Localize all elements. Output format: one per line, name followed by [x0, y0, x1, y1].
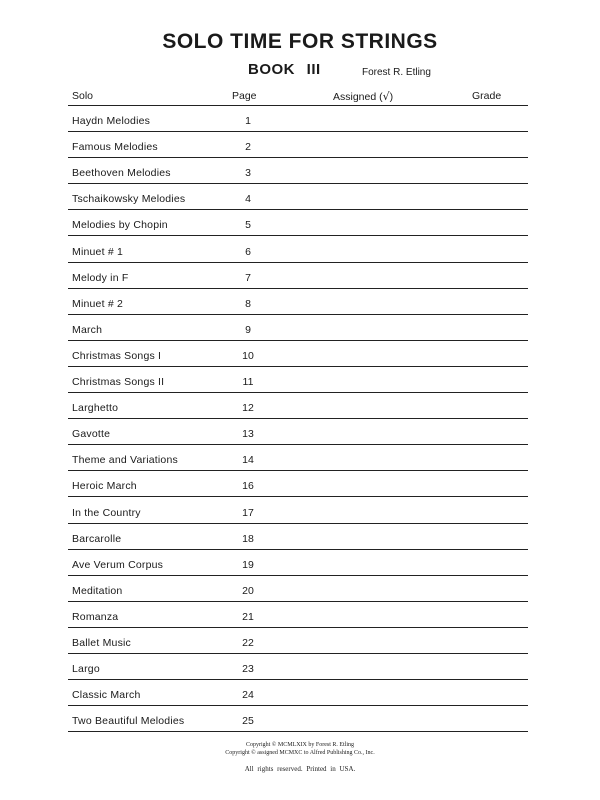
table-row	[68, 132, 528, 158]
solo-title: March	[72, 323, 103, 336]
solo-title: Beethoven Melodies	[72, 167, 171, 180]
page-number: 13	[242, 428, 254, 441]
grade-cell[interactable]	[458, 497, 528, 522]
table-row	[68, 654, 528, 680]
author-name: Forest R. Etling	[362, 67, 431, 78]
table-row	[68, 393, 528, 419]
solo-title: Minuet # 2	[72, 297, 124, 310]
solo-title: Melodies by Chopin	[72, 219, 168, 232]
table-row	[68, 263, 528, 289]
solo-title: Meditation	[72, 584, 123, 597]
solo-title: Minuet # 1	[72, 245, 124, 258]
table-row	[68, 184, 528, 210]
assigned-cell[interactable]	[318, 497, 438, 522]
solo-title: Two Beautiful Melodies	[72, 715, 185, 728]
solo-title: Famous Melodies	[72, 141, 158, 154]
page-number: 17	[242, 506, 254, 519]
assigned-cell[interactable]	[318, 654, 438, 679]
assigned-cell[interactable]	[318, 184, 438, 209]
page-number: 4	[245, 193, 251, 206]
solo-list	[0, 106, 600, 732]
grade-cell[interactable]	[458, 550, 528, 575]
page-number: 18	[242, 532, 254, 545]
page-number: 20	[242, 584, 254, 597]
table-row	[68, 341, 528, 367]
assigned-cell[interactable]	[318, 471, 438, 496]
column-header-page: Page	[232, 90, 257, 102]
solo-title: Heroic March	[72, 480, 137, 493]
page-number: 1	[245, 115, 251, 128]
solo-title: Larghetto	[72, 402, 119, 415]
copyright-line-1: Copyright © MCMLXIX by Forest R. Etling	[245, 742, 355, 748]
page-number: 24	[242, 689, 254, 702]
page-number: 5	[245, 219, 251, 232]
grade-cell[interactable]	[458, 524, 528, 549]
column-header-assigned	[333, 90, 393, 103]
table-row	[68, 367, 528, 393]
table-row	[68, 210, 528, 236]
page-number: 25	[242, 715, 254, 728]
assigned-cell[interactable]	[318, 210, 438, 235]
solo-title: Barcarolle	[72, 532, 122, 545]
page-number: 3	[245, 167, 251, 180]
grade-cell[interactable]	[458, 367, 528, 392]
table-row	[68, 497, 528, 523]
table-row	[68, 706, 528, 732]
page-number: 16	[242, 480, 254, 493]
table-row	[68, 628, 528, 654]
page-number: 14	[242, 454, 254, 467]
assigned-cell[interactable]	[318, 393, 438, 418]
assigned-cell[interactable]	[318, 236, 438, 261]
page-number: 8	[245, 297, 251, 310]
assigned-cell[interactable]	[318, 706, 438, 731]
solo-title: Largo	[72, 663, 100, 676]
assigned-label-close: )	[389, 91, 394, 103]
check-mark-icon: √	[382, 90, 390, 103]
table-row	[68, 524, 528, 550]
grade-cell[interactable]	[458, 106, 528, 131]
solo-title: Christmas Songs I	[72, 349, 162, 362]
table-row	[68, 576, 528, 602]
book-number: BOOK III	[248, 61, 321, 78]
solo-title: Tschaikowsky Melodies	[72, 193, 186, 206]
solo-title: Classic March	[72, 689, 141, 702]
page-number: 19	[242, 558, 254, 571]
grade-cell[interactable]	[458, 236, 528, 261]
assigned-cell[interactable]	[318, 602, 438, 627]
page-number: 22	[242, 636, 254, 649]
grade-cell[interactable]	[458, 315, 528, 340]
assigned-cell[interactable]	[318, 106, 438, 131]
grade-cell[interactable]	[458, 132, 528, 157]
grade-cell[interactable]	[458, 680, 528, 705]
grade-cell[interactable]	[458, 471, 528, 496]
table-row	[68, 106, 528, 132]
rights-line: All rights reserved. Printed in USA.	[244, 765, 356, 773]
grade-cell[interactable]	[458, 210, 528, 235]
assigned-cell[interactable]	[318, 132, 438, 157]
table-row	[68, 550, 528, 576]
page-number: 2	[245, 141, 251, 154]
table-row	[68, 419, 528, 445]
column-header-solo: Solo	[72, 90, 94, 102]
assigned-cell[interactable]	[318, 263, 438, 288]
solo-title: Haydn Melodies	[72, 115, 151, 128]
solo-title: Christmas Songs II	[72, 376, 165, 389]
column-header-grade: Grade	[472, 90, 502, 102]
grade-cell[interactable]	[458, 576, 528, 601]
grade-cell[interactable]	[458, 263, 528, 288]
table-row	[68, 289, 528, 315]
solo-title: Ballet Music	[72, 636, 132, 649]
table-row	[68, 602, 528, 628]
grade-cell[interactable]	[458, 341, 528, 366]
assigned-cell[interactable]	[318, 341, 438, 366]
grade-cell[interactable]	[458, 706, 528, 731]
solo-title: Theme and Variations	[72, 454, 178, 467]
table-row	[68, 445, 528, 471]
page-number: 6	[245, 245, 251, 258]
grade-cell[interactable]	[458, 445, 528, 470]
page-number: 10	[242, 349, 254, 362]
page-number: 7	[245, 271, 251, 284]
page-number: 9	[245, 323, 251, 336]
grade-cell[interactable]	[458, 289, 528, 314]
solo-title: Romanza	[72, 610, 119, 623]
page-number: 11	[242, 376, 254, 389]
assigned-cell[interactable]	[318, 524, 438, 549]
solo-title: Gavotte	[72, 428, 111, 441]
solo-title: Ave Verum Corpus	[72, 558, 164, 571]
grade-cell[interactable]	[458, 654, 528, 679]
assigned-cell[interactable]	[318, 576, 438, 601]
copyright-line-2: Copyright © assigned MCMXC to Alfred Publishing Co., Inc.	[225, 750, 375, 756]
grade-cell[interactable]	[458, 602, 528, 627]
assigned-cell[interactable]	[318, 680, 438, 705]
solo-title: In the Country	[72, 506, 141, 519]
grade-cell[interactable]	[458, 419, 528, 444]
grade-cell[interactable]	[458, 393, 528, 418]
table-row	[68, 236, 528, 262]
page-number: 23	[242, 663, 254, 676]
table-row	[68, 680, 528, 706]
grade-cell[interactable]	[458, 628, 528, 653]
page-number: 12	[242, 402, 254, 415]
table-row	[68, 158, 528, 184]
assigned-cell[interactable]	[318, 419, 438, 444]
assigned-label: Assigned (	[333, 91, 383, 103]
assigned-cell[interactable]	[318, 315, 438, 340]
assigned-cell[interactable]	[318, 289, 438, 314]
assigned-cell[interactable]	[318, 550, 438, 575]
assigned-cell[interactable]	[318, 158, 438, 183]
table-row	[68, 471, 528, 497]
assigned-cell[interactable]	[318, 445, 438, 470]
page-number: 21	[242, 610, 254, 623]
grade-cell[interactable]	[458, 158, 528, 183]
assigned-cell[interactable]	[318, 628, 438, 653]
assigned-cell[interactable]	[318, 367, 438, 392]
grade-cell[interactable]	[458, 184, 528, 209]
page-title: SOLO TIME FOR STRINGS	[162, 30, 438, 53]
table-row	[68, 315, 528, 341]
solo-title: Melody in F	[72, 271, 129, 284]
